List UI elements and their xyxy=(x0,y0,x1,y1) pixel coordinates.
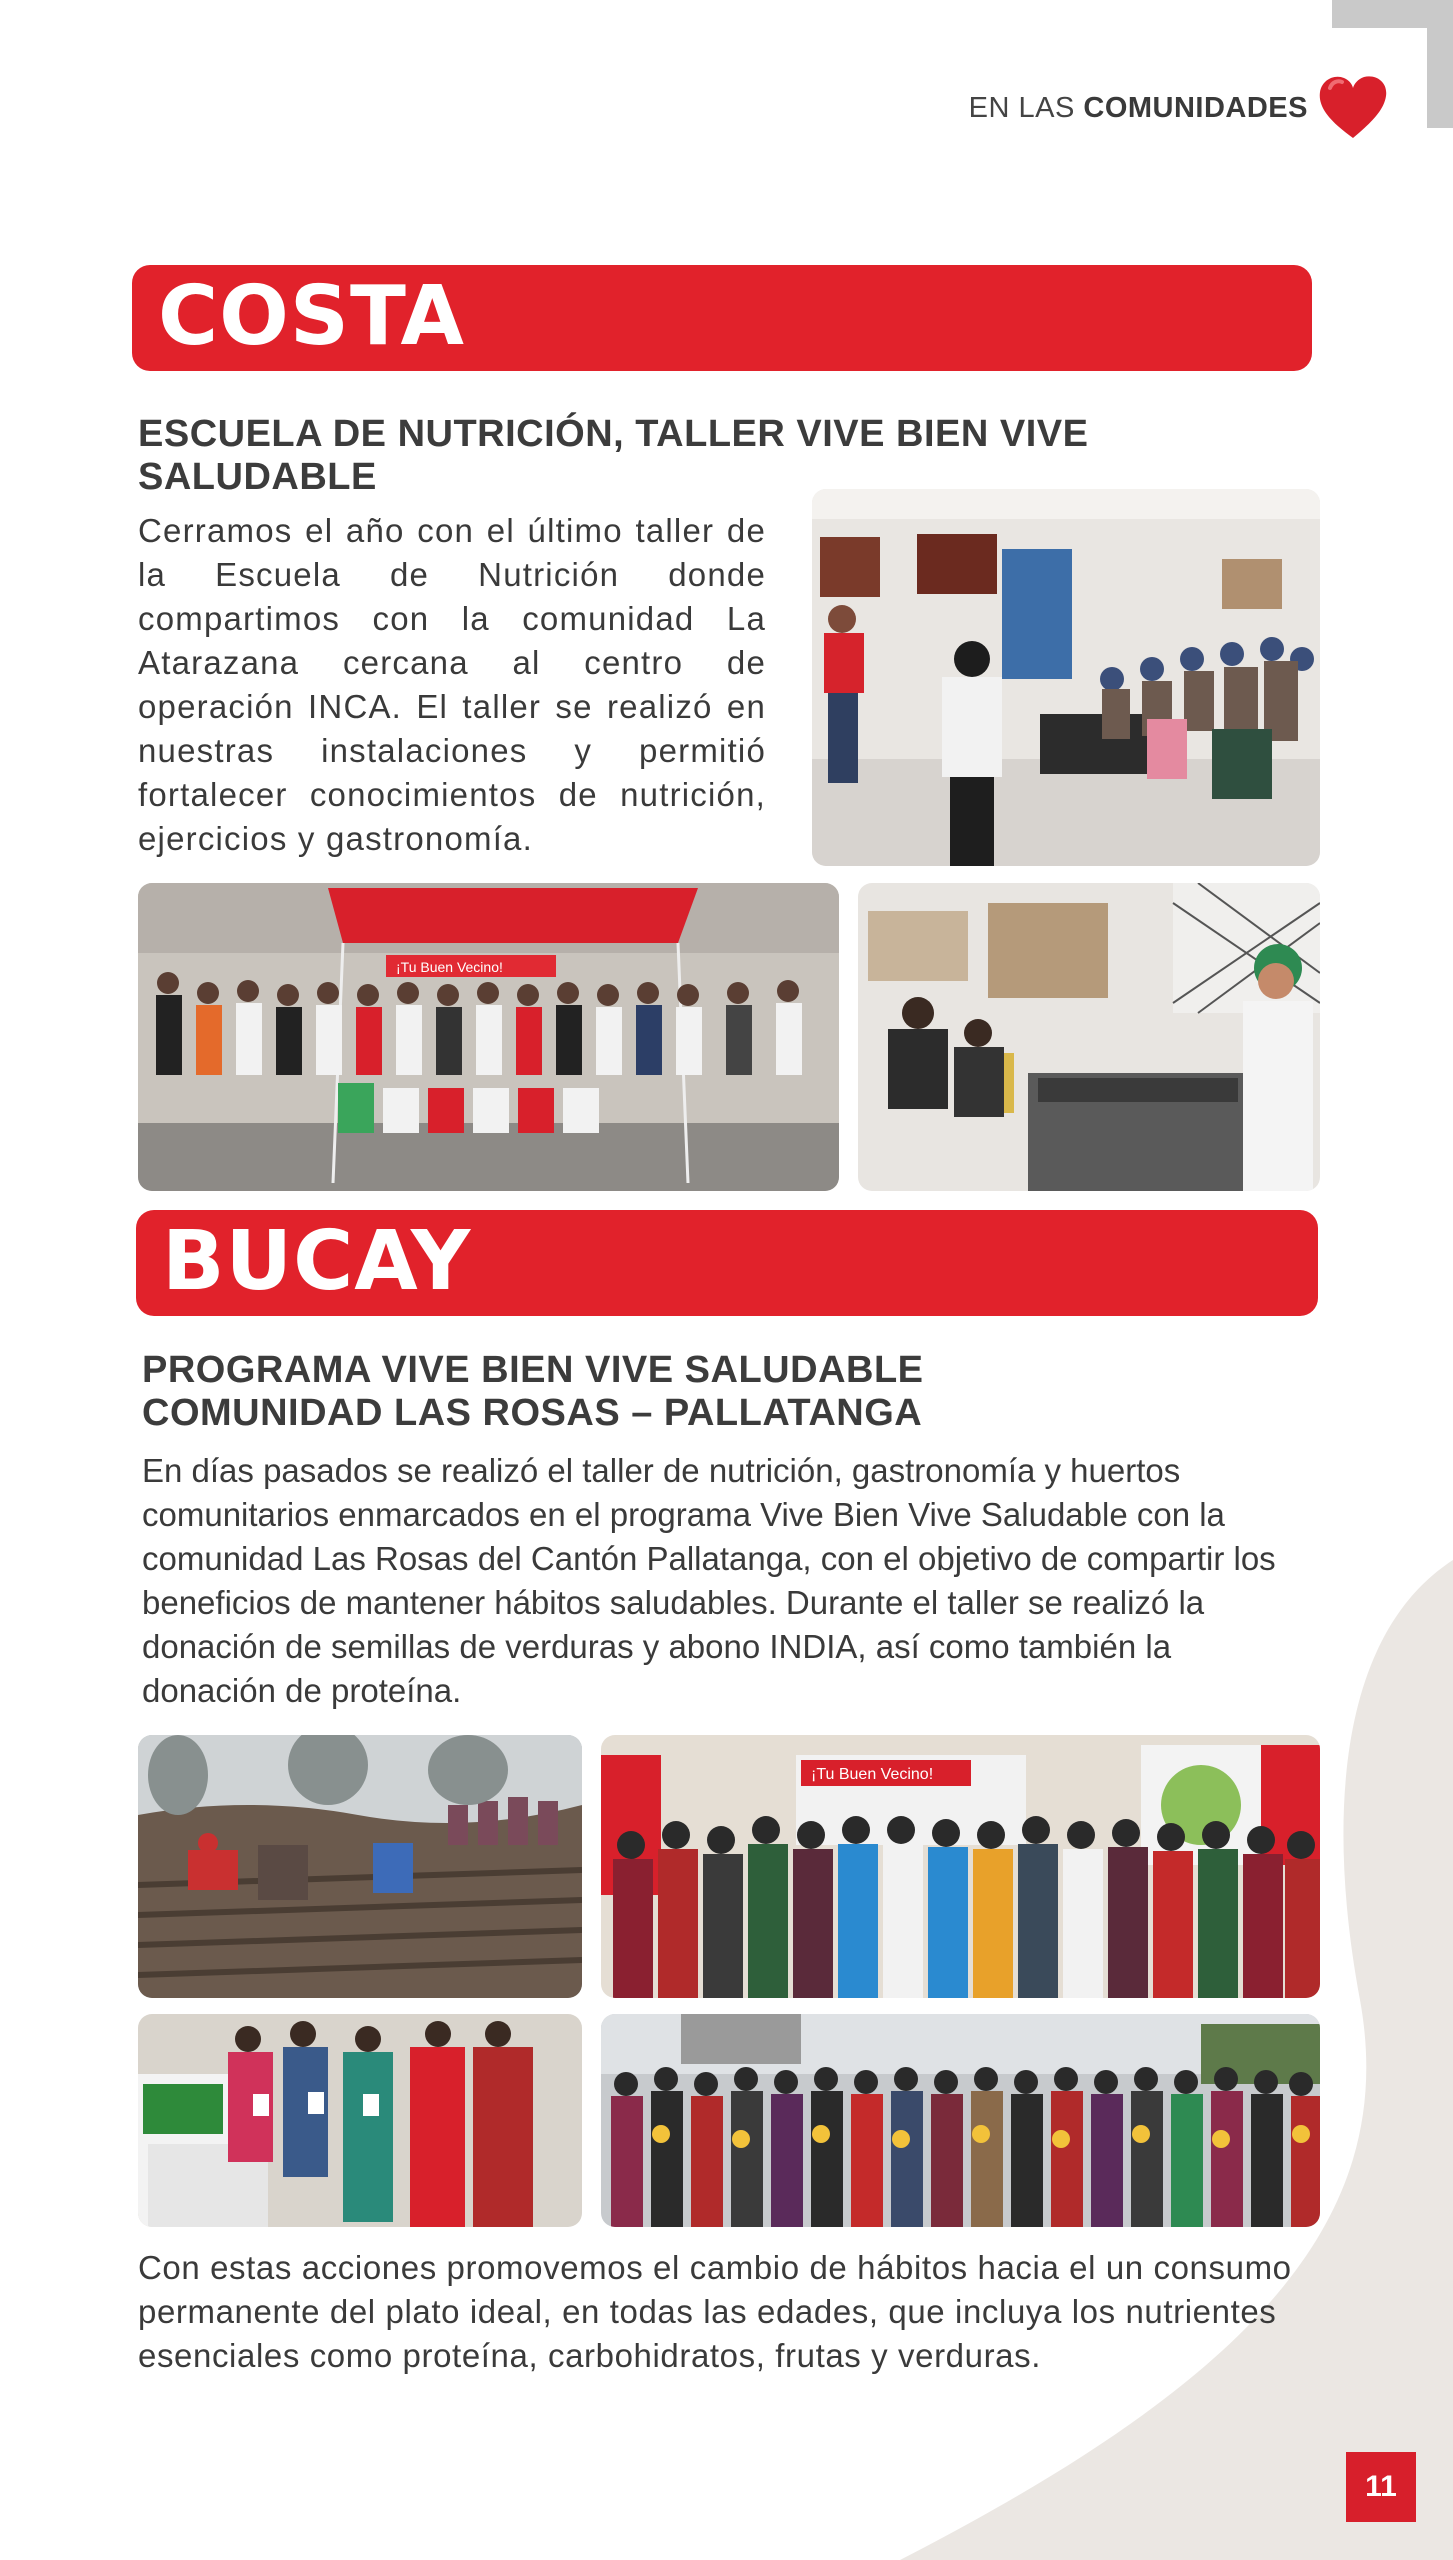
photo-street-group xyxy=(601,2014,1320,2227)
photo-seed-donation xyxy=(138,2014,582,2227)
header-label-prefix: EN LAS xyxy=(968,92,1075,124)
closing-body-text: Con estas acciones promovemos el cambio de hábitos hacia el un consumo permanente del plato ideal, en todas las edades, que incluya los nutrientes esenciales como proteína, carbohidratos, frutas y verduras. xyxy=(138,2249,1292,2374)
section-header-costa: COSTA xyxy=(132,265,1312,371)
photo-field-planting xyxy=(138,1735,582,1998)
page-number: 11 xyxy=(1346,2452,1416,2522)
section-header-bucay: BUCAY xyxy=(136,1210,1318,1316)
photo-cooking-demo xyxy=(858,883,1320,1191)
photo-classroom-workshop xyxy=(812,489,1320,866)
header-label xyxy=(969,92,1308,125)
bucay-body-text: En días pasados se realizó el taller de nutrición, gastronomía y huertos comunitarios enmarcados en el programa Vive Bien Vive Saludable con la comunidad Las Rosas del Cantón Pallatanga, con el objetivo de compartir los beneficios de mantener hábitos saludables. Durante el taller se realizó la donación de semillas de verduras y abono INDIA, así como también la donación de proteína. xyxy=(142,1452,1276,1709)
photo-community-group xyxy=(601,1735,1320,1998)
tent-sign-text: ¡Tu Buen Vecino! xyxy=(396,959,503,975)
banner-sign-text: ¡Tu Buen Vecino! xyxy=(811,1766,934,1783)
header-label-strong: COMUNIDADES xyxy=(1083,92,1308,124)
costa-section-title: ESCUELA DE NUTRICIÓN, TALLER VIVE BIEN VIVE SALUDABLE xyxy=(138,413,1089,498)
photo-group-under-tent xyxy=(138,883,839,1191)
costa-body-text: Cerramos el año con el último taller de la Escuela de Nutrición donde compartimos con la comunidad La Atarazana cercana al centro de operación INCA. El taller se realizó en nuestras instalaciones y permitió fortalecer conocimientos de nutrición, ejercicios y gastronomía. xyxy=(138,512,766,857)
heart-icon xyxy=(1316,72,1390,142)
bucay-title-line1: PROGRAMA VIVE BIEN VIVE SALUDABLE xyxy=(142,1349,924,1391)
bucay-title-line2: COMUNIDAD LAS ROSAS – PALLATANGA xyxy=(142,1392,923,1434)
bucay-section-title xyxy=(142,1349,1282,1435)
